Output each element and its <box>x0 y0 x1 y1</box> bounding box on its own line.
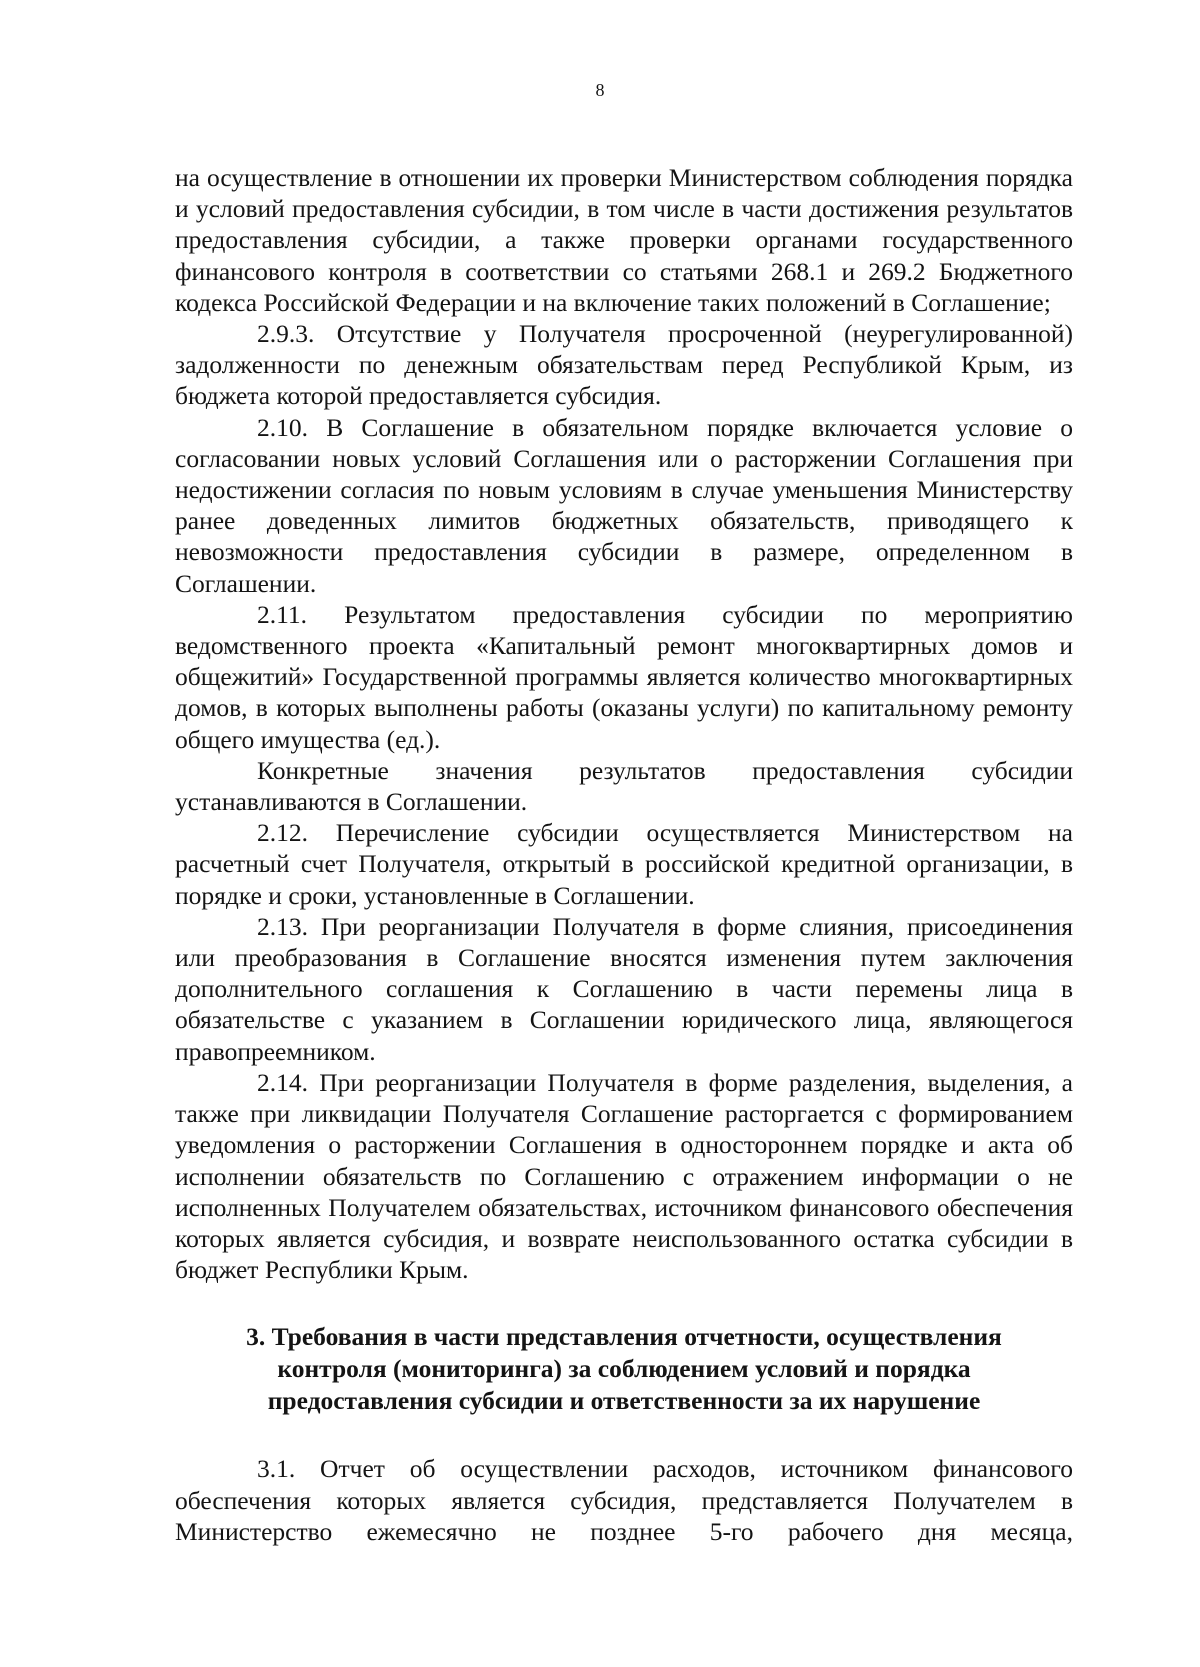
paragraph-2-11: 2.11. Результатом предоставления субсидии по мероприятию ведомственного проекта «Капитальный ремонт многоквартирных домов и общежитий» Государственной программы является количество многоквартирных домов, в которых выполнены работы (оказаны услуги) по капитальному ремонту общего имущества (ед.). <box>175 599 1073 754</box>
paragraph-continuation: на осуществление в отношении их проверки Министерством соблюдения порядка и условий предоставления субсидии, в том числе в части достижения результатов предоставления субсидии, а также проверки органами государственного финансового контроля в соответствии со статьями 268.1 и 269.2 Бюджетного кодекса Российской Федерации и на включение таких положений в Соглашение; <box>175 163 1073 317</box>
section-heading-line-1: 3. Требования в части представления отчетности, осуществления <box>246 1322 1002 1352</box>
document-body <box>175 162 1073 1547</box>
section-heading-line-2: контроля (мониторинга) за соблюдением условий и порядка <box>277 1354 971 1384</box>
paragraph-2-11-values: Конкретные значения результатов предоставления субсидии устанавливаются в Соглашении. <box>175 755 1073 817</box>
paragraph-2-13: 2.13. При реорганизации Получателя в форме слияния, присоединения или преобразования в Соглашение вносятся изменения путем заключения дополнительного соглашения к Соглашению в части перемены лица в обязательстве с указанием в Соглашении юридического лица, являющегося правопреемником. <box>175 911 1073 1066</box>
page-number: 8 <box>595 80 605 100</box>
paragraph-2-10: 2.10. В Соглашение в обязательном порядке включается условие о согласовании новых условий Соглашения или о расторжении Соглашения при недостижении согласия по новым условиям в случае уменьшения Министерству ранее доведенных лимитов бюджетных обязательств, приводящего к невозможности предоставления субсидии в размере, определенном в Соглашении. <box>175 412 1073 598</box>
section-heading <box>175 1321 1073 1417</box>
paragraph-2-9-3: 2.9.3. Отсутствие у Получателя просроченной (неурегулированной) задолженности по денежным обязательствам перед Республикой Крым, из бюджета которой предоставляется субсидия. <box>175 319 1073 411</box>
paragraph-2-12: 2.12. Перечисление субсидии осуществляется Министерством на расчетный счет Получателя, открытый в российской кредитной организации, в порядке и сроки, установленные в Соглашении. <box>175 818 1073 910</box>
paragraph-2-14: 2.14. При реорганизации Получателя в форме разделения, выделения, а также при ликвидации Получателя Соглашение расторгается с формированием уведомления о расторжении Соглашения в одностороннем порядке и акта об исполнении обязательств по Соглашению с отражением информации о не исполненных Получателем обязательствах, источником финансового обеспечения которых является субсидия, и возврате неиспользованного остатка субсидии в бюджет Республики Крым. <box>175 1067 1073 1285</box>
paragraph-3-1: 3.1. Отчет об осуществлении расходов, источником финансового обеспечения которых является субсидия, представляется Получателем в Министерство ежемесячно не позднее 5-го рабочего дня месяца, <box>175 1454 1073 1546</box>
section-heading-line-3: предоставления субсидии и ответственности за их нарушение <box>267 1386 981 1416</box>
